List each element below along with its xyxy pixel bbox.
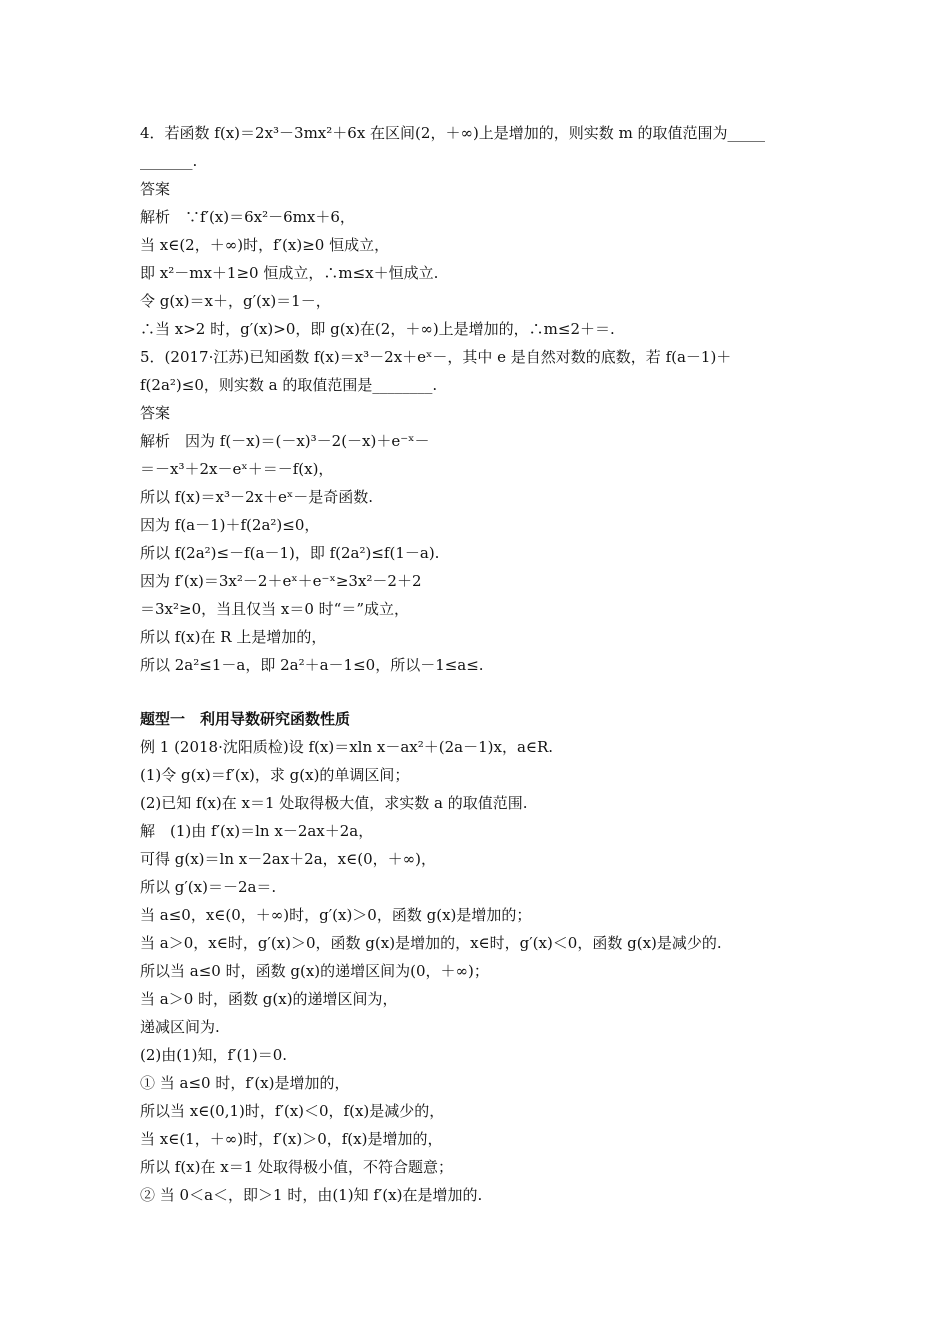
example-line: (2)由(1)知，f′(1)＝0.	[140, 1046, 288, 1064]
solution-line: ＝－x³＋2x－eˣ＋＝－f(x)，	[140, 460, 334, 478]
example-line: 例 1 (2018·沈阳质检)设 f(x)＝xln x－ax²＋(2a－1)x，a∈R.	[140, 738, 554, 756]
example-line: 当 x∈(1，＋∞)时，f′(x)＞0，f(x)是增加的，	[140, 1130, 443, 1148]
problem-4-line-1: 4．若函数 f(x)＝2x³－3mx²＋6x 在区间(2，＋∞)上是增加的，则实数 m 的取值范围为_____	[140, 124, 766, 142]
answer-label: 答案	[140, 180, 171, 198]
solution-line: 解析 ∵f′(x)＝6x²－6mx＋6，	[140, 208, 355, 226]
example-line: 当 a＞0，x∈时，g′(x)＞0，函数 g(x)是增加的，x∈时，g′(x)＜0，函数 g(x)是减少的.	[140, 934, 722, 952]
solution-line: 当 x∈(2，＋∞)时，f′(x)≥0 恒成立，	[140, 236, 390, 254]
solution-line: 所以 f(x)在 R 上是增加的，	[140, 628, 327, 646]
problem-5-line-2: f(2a²)≤0，则实数 a 的取值范围是________.	[140, 376, 438, 394]
example-line: 当 a≤0，x∈(0，＋∞)时，g′(x)＞0，函数 g(x)是增加的；	[140, 906, 532, 924]
problem-5-line-1: 5．(2017·江苏)已知函数 f(x)＝x³－2x＋eˣ－，其中 e 是自然对数的底数，若 f(a－1)＋	[140, 348, 732, 366]
example-line: 所以当 a≤0 时，函数 g(x)的递增区间为(0，＋∞)；	[140, 962, 489, 980]
example-line: ① 当 a≤0 时，f′(x)是增加的，	[140, 1074, 350, 1092]
example-line: (2)已知 f(x)在 x＝1 处取得极大值，求实数 a 的取值范围.	[140, 794, 528, 812]
example-line: 递减区间为.	[140, 1018, 220, 1036]
example-line: 所以当 x∈(0,1)时，f′(x)＜0，f(x)是减少的，	[140, 1102, 445, 1120]
solution-line: 因为 f′(x)＝3x²－2＋eˣ＋e⁻ˣ≥3x²－2＋2	[140, 572, 422, 590]
solution-line: 因为 f(a－1)＋f(2a²)≤0，	[140, 516, 320, 534]
example-line: 可得 g(x)＝ln x－2ax＋2a，x∈(0，＋∞)，	[140, 850, 436, 868]
section-heading: 题型一 利用导数研究函数性质	[140, 710, 351, 728]
solution-line: ∴当 x>2 时，g′(x)>0，即 g(x)在(2，＋∞)上是增加的，∴m≤2＋＝.	[140, 320, 615, 338]
solution-line: 所以 f(2a²)≤－f(a－1)，即 f(2a²)≤f(1－a).	[140, 544, 440, 562]
problem-4-line-2: _______.	[140, 152, 198, 170]
solution-line: 解析 因为 f(－x)＝(－x)³－2(－x)＋e⁻ˣ－	[140, 432, 430, 450]
solution-line: ＝3x²≥0，当且仅当 x＝0 时“＝”成立，	[140, 600, 410, 618]
solution-line: 令 g(x)＝x＋，g′(x)＝1－，	[140, 292, 331, 310]
example-line: 解 (1)由 f′(x)＝ln x－2ax＋2a，	[140, 822, 374, 840]
example-line: (1)令 g(x)＝f′(x)，求 g(x)的单调区间；	[140, 766, 410, 784]
solution-line: 即 x²－mx＋1≥0 恒成立，∴m≤x＋恒成立.	[140, 264, 439, 282]
answer-label: 答案	[140, 404, 171, 422]
solution-line: 所以 f(x)＝x³－2x＋eˣ－是奇函数.	[140, 488, 373, 506]
solution-line: 所以 2a²≤1－a，即 2a²＋a－1≤0，所以－1≤a≤.	[140, 656, 484, 674]
example-line: ② 当 0＜a＜，即＞1 时，由(1)知 f′(x)在是增加的.	[140, 1186, 483, 1204]
example-line: 当 a＞0 时，函数 g(x)的递增区间为，	[140, 990, 398, 1008]
example-line: 所以 g′(x)＝－2a＝.	[140, 878, 277, 896]
example-line: 所以 f(x)在 x＝1 处取得极小值，不符合题意；	[140, 1158, 454, 1176]
